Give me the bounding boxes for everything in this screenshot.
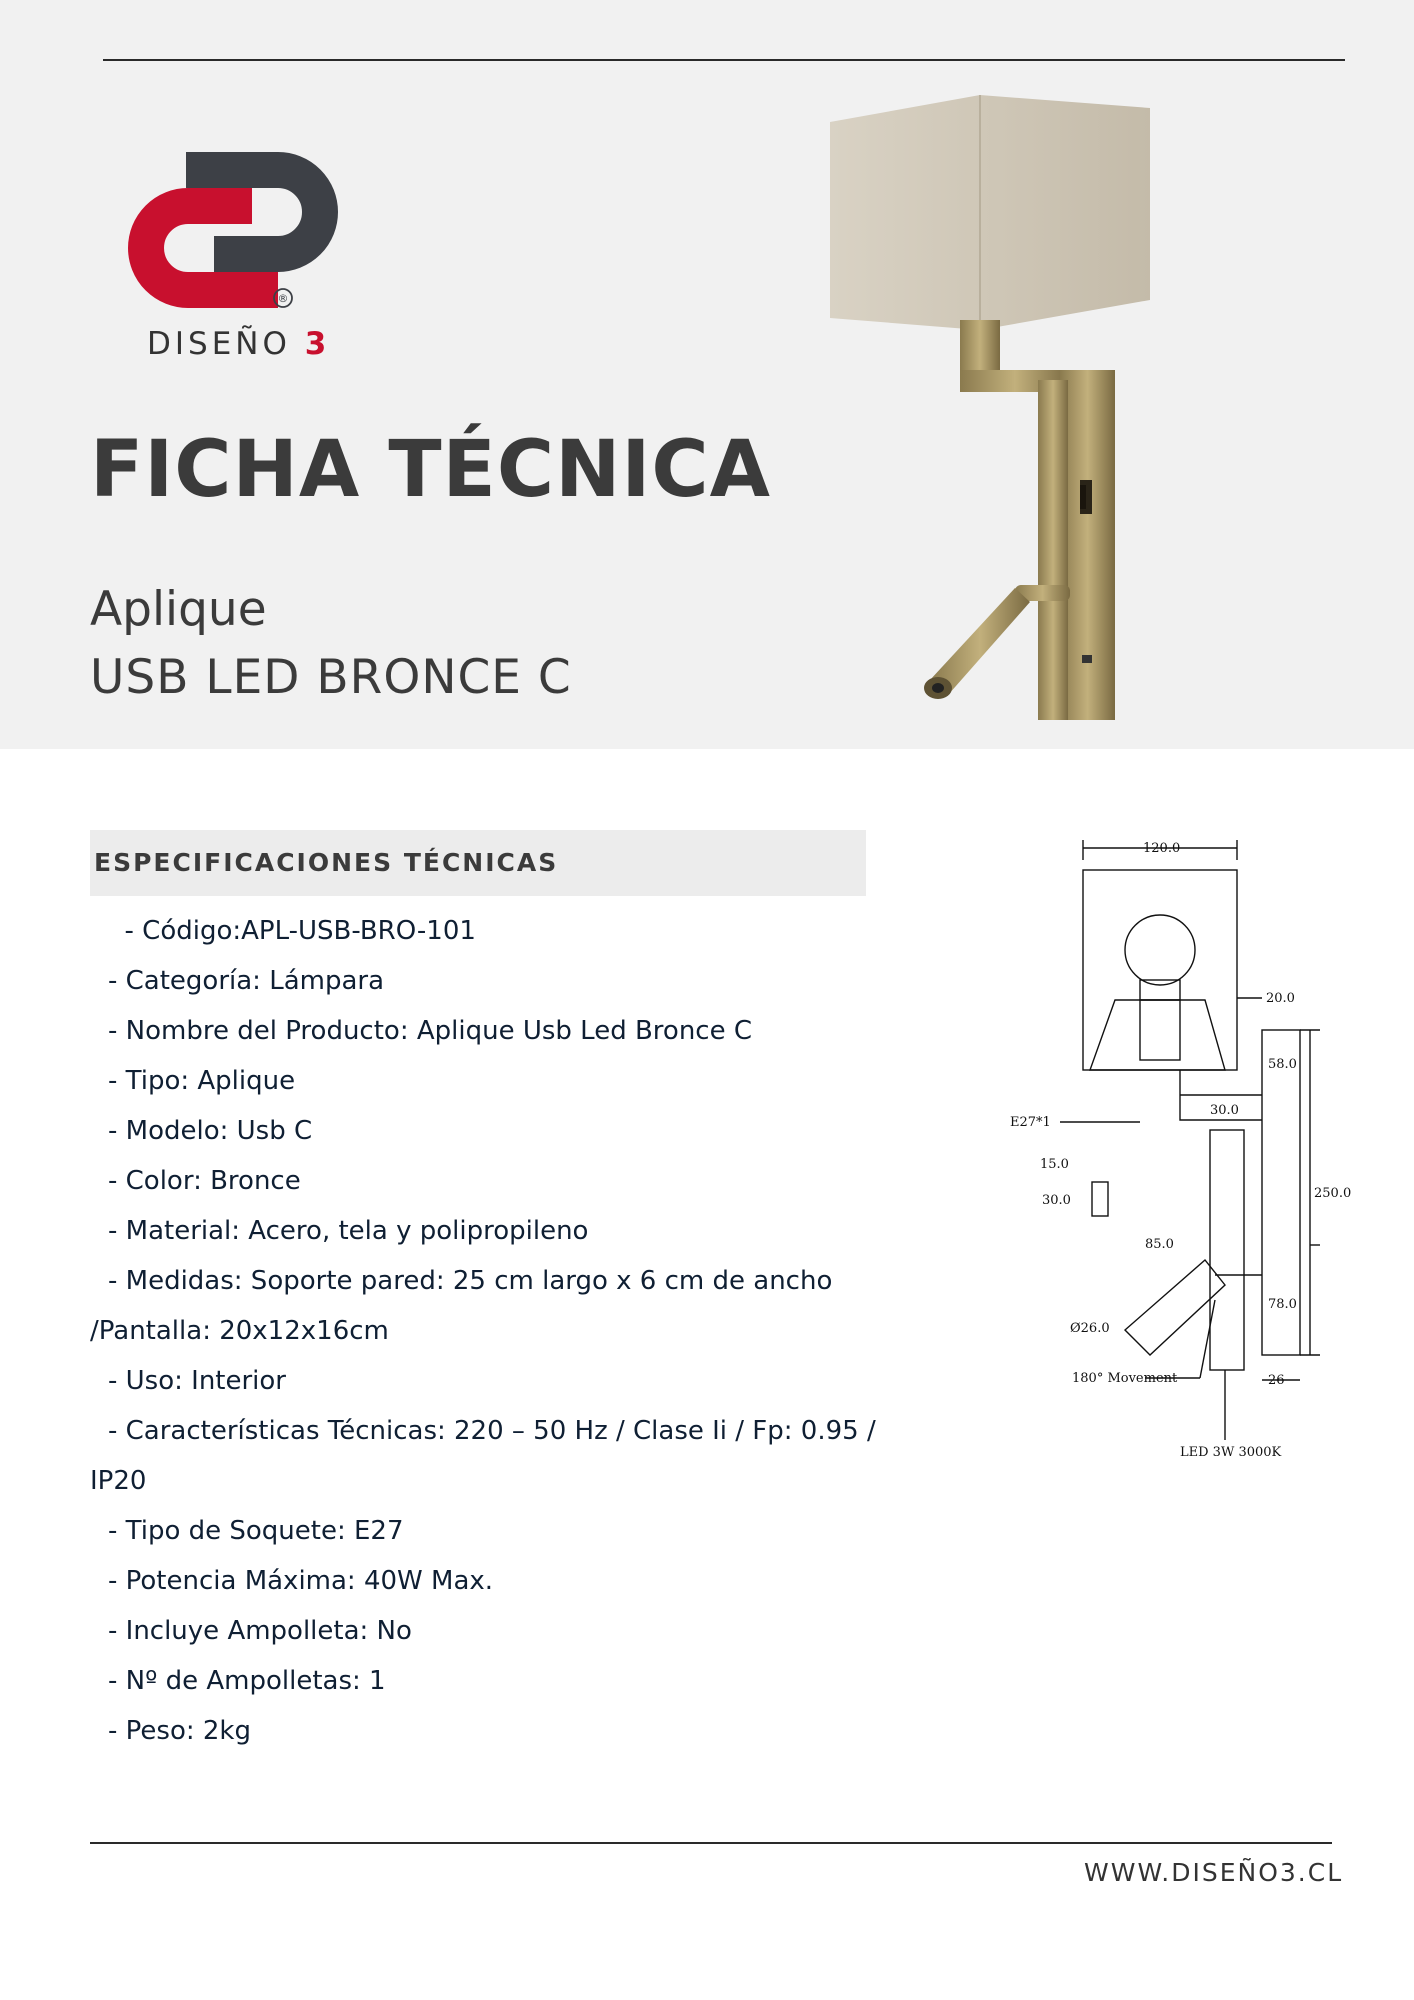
- spec-color: - Color: Bronce: [108, 1166, 301, 1196]
- website-link[interactable]: WWW.DISEÑO3.CL: [1084, 1858, 1344, 1887]
- spec-technical: - Características Técnicas: 220 – 50 Hz / Clase Ii / Fp: 0.95 /: [108, 1416, 876, 1446]
- spec-technical-cont: IP20: [90, 1466, 147, 1496]
- dim-15: 15.0: [1040, 1157, 1069, 1172]
- dim-width-top: 120.0: [1143, 841, 1181, 856]
- spec-bulb-included: - Incluye Ampolleta: No: [108, 1616, 412, 1646]
- spec-type: - Tipo: Aplique: [108, 1066, 296, 1096]
- socket-label: E27*1: [1010, 1115, 1051, 1130]
- specs-heading: ESPECIFICACIONES TÉCNICAS: [94, 848, 559, 877]
- spec-weight: - Peso: 2kg: [108, 1716, 251, 1746]
- brand-number: 3: [304, 326, 331, 362]
- registered-mark: ®: [277, 292, 289, 305]
- spec-code: - Código:APL-USB-BRO-101: [108, 916, 476, 946]
- dim-30b: 30.0: [1042, 1193, 1071, 1208]
- page-title: FICHA TÉCNICA: [90, 425, 771, 515]
- top-divider: [103, 59, 1345, 61]
- dim-250: 250.0: [1314, 1186, 1352, 1201]
- dim-26: 26: [1268, 1373, 1285, 1388]
- specs-list: [90, 906, 970, 1756]
- spec-socket: - Tipo de Soquete: E27: [108, 1516, 404, 1546]
- spec-material: - Material: Acero, tela y polipropileno: [108, 1216, 589, 1246]
- product-photo: [820, 90, 1160, 730]
- specs-heading-bar: [90, 830, 866, 896]
- product-type: Aplique: [90, 582, 267, 637]
- product-name: USB LED BRONCE C: [90, 650, 572, 705]
- dim-30a: 30.0: [1210, 1103, 1239, 1118]
- spec-bulb-count: - Nº de Ampolletas: 1: [108, 1666, 386, 1696]
- dim-offset: 20.0: [1266, 991, 1295, 1006]
- brand-wordmark: [147, 326, 330, 362]
- dim-85: 85.0: [1145, 1237, 1174, 1252]
- spec-power: - Potencia Máxima: 40W Max.: [108, 1566, 494, 1596]
- technical-drawing: [1000, 830, 1360, 1470]
- movement-label: 180° Movement: [1072, 1371, 1178, 1386]
- dim-58: 58.0: [1268, 1057, 1297, 1072]
- bottom-divider: [90, 1842, 1332, 1844]
- led-label: LED 3W 3000K: [1180, 1445, 1282, 1460]
- spec-dimensions: - Medidas: Soporte pared: 25 cm largo x 6 cm de ancho: [108, 1266, 833, 1296]
- spec-category: - Categoría: Lámpara: [108, 966, 385, 996]
- spec-dimensions-cont: /Pantalla: 20x12x16cm: [90, 1316, 389, 1346]
- spec-model: - Modelo: Usb C: [108, 1116, 313, 1146]
- spec-use: - Uso: Interior: [108, 1366, 287, 1396]
- dim-26-diameter: Ø26.0: [1070, 1321, 1110, 1336]
- dim-78: 78.0: [1268, 1297, 1297, 1312]
- spec-product-name: - Nombre del Producto: Aplique Usb Led Bronce C: [108, 1016, 753, 1046]
- brand-name: DISEÑO: [147, 326, 291, 362]
